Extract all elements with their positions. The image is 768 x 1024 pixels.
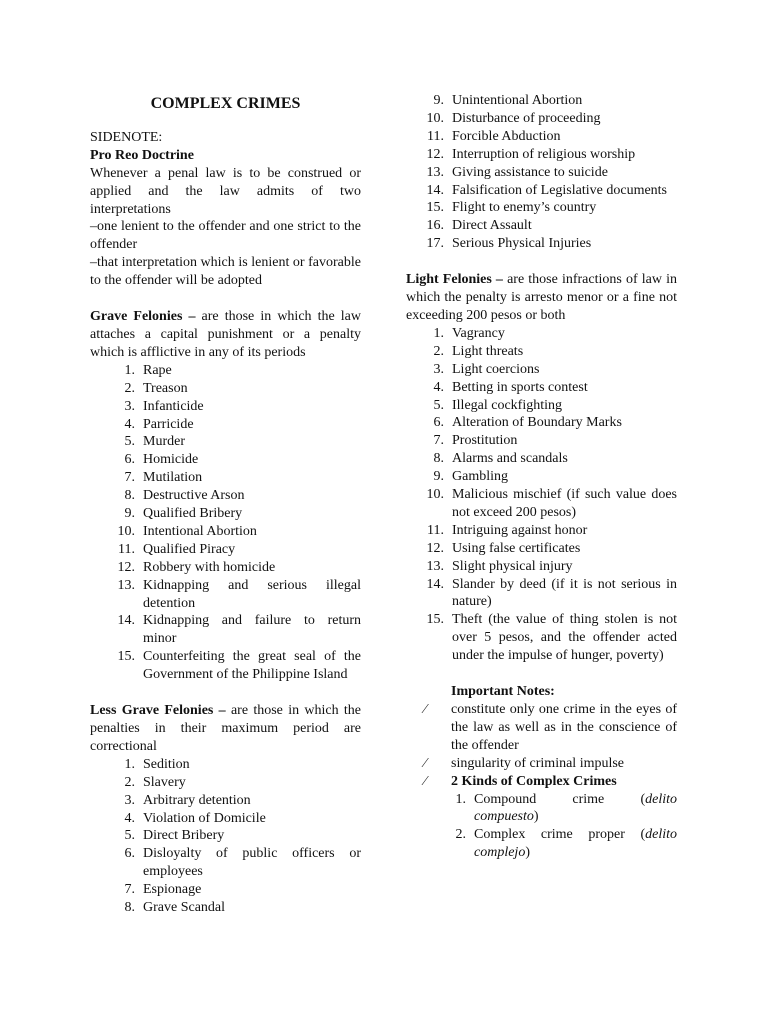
- important-notes-heading: Important Notes:: [451, 684, 555, 700]
- pro-reo-heading: Pro Reo Doctrine: [90, 147, 194, 163]
- list-item: 14. Falsification of Legislative documents: [426, 182, 668, 198]
- list-item: 6. Disloyalty of public officers or employees: [124, 846, 361, 880]
- pro-reo-line-1: –one lenient to the offender and one strict to the offender: [90, 219, 361, 253]
- right-column: [406, 92, 677, 862]
- list-item: 14. Slander by deed (if it is not serious in nature): [426, 576, 677, 610]
- note-item: ⁄ 2 Kinds of Complex Crimes: [406, 773, 677, 791]
- complex-crime-kinds: [406, 791, 677, 863]
- list-item: 10. Malicious mischief (if such value does not exceed 200 pesos): [426, 487, 677, 520]
- list-item: 4. Parricide: [124, 416, 194, 432]
- list-item: 8. Grave Scandal: [124, 900, 226, 916]
- list-item: 2. Complex crime proper (delito complejo): [455, 827, 677, 861]
- less-grave-felonies-term: Less Grave Felonies –: [90, 703, 226, 719]
- list-item: 3. Light coercions: [433, 361, 540, 377]
- list-item: 10. Intentional Abortion: [117, 523, 257, 539]
- list-item: 10. Disturbance of proceeding: [426, 110, 601, 126]
- list-item: 2. Light threats: [433, 343, 524, 359]
- list-item: 12. Robbery with homicide: [117, 559, 276, 575]
- list-item: 6. Homicide: [124, 452, 199, 468]
- list-item: 15. Theft (the value of thing stolen is not over 5 pesos, and the offender acted under the impulse of hunger, poverty): [426, 612, 677, 664]
- less-grave-felonies-list: [90, 756, 361, 917]
- list-item: 15. Counterfeiting the great seal of the Government of the Philippine Island: [117, 649, 361, 683]
- list-item: 4. Violation of Domicile: [124, 810, 266, 826]
- list-item: 5. Illegal cockfighting: [433, 397, 563, 413]
- check-mark-icon: ⁄: [424, 773, 427, 789]
- list-item: 9. Gambling: [433, 469, 508, 485]
- list-item: 13. Kidnapping and serious illegal detention: [117, 577, 361, 611]
- list-item: 1. Sedition: [124, 756, 190, 772]
- note-item: ⁄ constitute only one crime in the eyes of the law as well as in the conscience of the offender: [406, 701, 677, 755]
- grave-felonies-term: Grave Felonies –: [90, 309, 196, 325]
- list-item: 1. Rape: [124, 362, 172, 378]
- list-item: 16. Direct Assault: [426, 218, 532, 234]
- left-column: [90, 92, 361, 917]
- less-grave-felonies-definition: Less Grave Felonies – are those in which the penalties in their maximum period are correctional: [90, 703, 361, 754]
- pro-reo-line-2: –that interpretation which is lenient or favorable to the offender will be adopted: [90, 255, 361, 289]
- light-felonies-list: [406, 325, 677, 665]
- check-mark-icon: ⁄: [424, 755, 427, 771]
- list-item: 9. Qualified Bribery: [124, 506, 243, 522]
- list-item: 8. Alarms and scandals: [433, 451, 568, 467]
- grave-felonies-definition: Grave Felonies – are those in which the law attaches a capital punishment or a penalty which is afflictive in any of its periods: [90, 309, 361, 360]
- list-item: 1. Vagrancy: [433, 325, 505, 341]
- list-item: 1. Compound crime (delito compuesto): [455, 791, 677, 825]
- list-item: 8. Destructive Arson: [124, 488, 245, 504]
- list-item: 3. Arbitrary detention: [124, 792, 251, 808]
- list-item: 2. Slavery: [124, 774, 186, 790]
- list-item: 2. Treason: [124, 380, 188, 396]
- list-item: 11. Intriguing against honor: [427, 522, 588, 538]
- list-item: 9. Unintentional Abortion: [433, 93, 583, 108]
- list-item: 6. Alteration of Boundary Marks: [433, 415, 622, 431]
- list-item: 4. Betting in sports contest: [433, 379, 588, 395]
- list-item: 12. Using false certificates: [426, 540, 581, 556]
- document-title: COMPLEX CRIMES: [150, 95, 301, 112]
- list-item: 3. Infanticide: [124, 398, 204, 414]
- pro-reo-body: Whenever a penal law is to be construed or applied and the law admits of two interpretations: [90, 165, 361, 217]
- list-item: 11. Qualified Piracy: [118, 541, 236, 557]
- note-item: ⁄ singularity of criminal impulse: [406, 755, 677, 773]
- light-felonies-definition: Light Felonies – are those infractions of law in which the penalty is arresto menor or a fine not exceeding 200 pesos or both: [406, 272, 677, 323]
- less-grave-felonies-list-continued: [406, 92, 677, 253]
- list-item: 5. Murder: [124, 434, 185, 450]
- list-item: 13. Giving assistance to suicide: [426, 164, 608, 180]
- list-item: 5. Direct Bribery: [124, 828, 225, 844]
- list-item: 7. Mutilation: [124, 470, 203, 486]
- list-item: 7. Espionage: [124, 882, 202, 898]
- grave-felonies-list: [90, 362, 361, 684]
- sidenote-label: SIDENOTE:: [90, 129, 163, 145]
- complex-crime-kinds-list: [406, 791, 677, 863]
- check-mark-icon: ⁄: [424, 702, 427, 717]
- list-item: 12. Interruption of religious worship: [426, 146, 636, 162]
- list-item: 11. Forcible Abduction: [427, 128, 561, 144]
- list-item: 13. Slight physical injury: [426, 558, 573, 574]
- list-item: 7. Prostitution: [433, 433, 518, 449]
- list-item: 17. Serious Physical Injuries: [426, 236, 592, 252]
- list-item: 14. Kidnapping and failure to return minor: [117, 613, 361, 647]
- list-item: 15. Flight to enemy’s country: [426, 200, 597, 216]
- light-felonies-term: Light Felonies –: [406, 272, 503, 288]
